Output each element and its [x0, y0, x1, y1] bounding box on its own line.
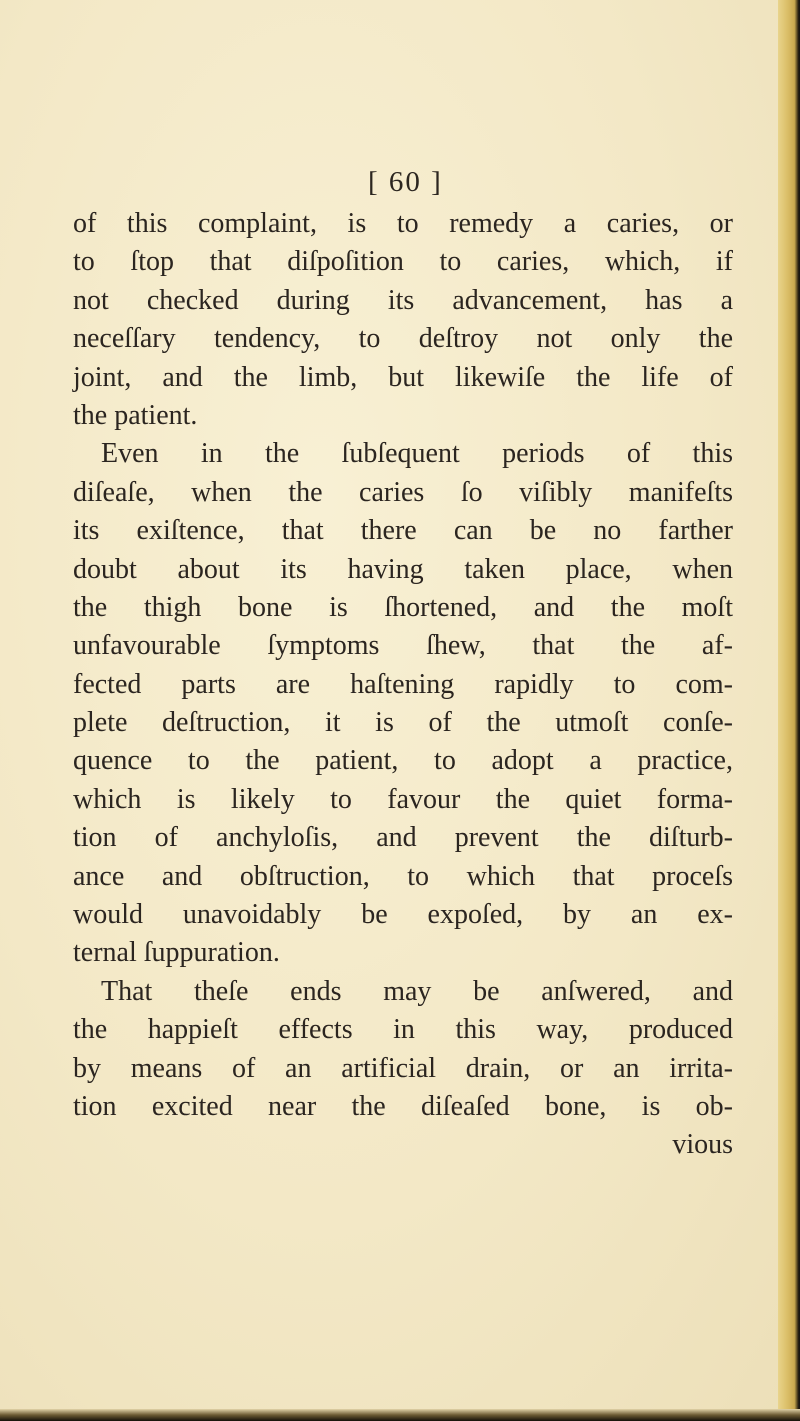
page-edge-right — [778, 0, 800, 1421]
text-line: quence to the patient, to adopt a practice, — [73, 745, 733, 777]
text-line: ance and obſtruction, to which that proceſs — [73, 860, 733, 892]
text-line: Even in the ſubſequent periods of this — [101, 438, 733, 470]
text-line: the thigh bone is ſhortened, and the moſt — [73, 591, 733, 623]
text-line: unfavourable ſymptoms ſhew, that the af- — [73, 630, 733, 662]
text-line: the happieſt effects in this way, produced — [73, 1014, 733, 1046]
text-line: its exiſtence, that there can be no farther — [73, 515, 733, 547]
text-line: fected parts are haſtening rapidly to com- — [73, 668, 733, 700]
page-edge-bottom — [0, 1409, 800, 1421]
text-line: to ſtop that diſpoſition to caries, which, if — [73, 246, 733, 278]
text-line: not checked during its advancement, has a — [73, 284, 733, 316]
text-line: tion excited near the diſeaſed bone, is ob- — [73, 1090, 733, 1122]
text-line: which is likely to favour the quiet forma- — [73, 783, 733, 815]
text-line: doubt about its having taken place, when — [73, 553, 733, 585]
text-line: That theſe ends may be anſwered, and — [101, 975, 733, 1007]
catchword: vious — [672, 1129, 733, 1161]
text-line: neceſſary tendency, to deſtroy not only the — [73, 323, 733, 355]
text-line: diſeaſe, when the caries ſo viſibly manifeſts — [73, 476, 733, 508]
page-number-header: [ 60 ] — [368, 166, 443, 198]
text-line: ternal ſuppuration. — [73, 937, 280, 969]
text-line: by means of an artificial drain, or an irrita- — [73, 1052, 733, 1084]
text-line: would unavoidably be expoſed, by an ex- — [73, 899, 733, 931]
text-line: of this complaint, is to remedy a caries, or — [73, 208, 733, 239]
body-text — [73, 205, 733, 1165]
text-line: the patient. — [73, 399, 198, 431]
text-line: plete deſtruction, it is of the utmoſt conſe- — [73, 707, 733, 739]
text-line: tion of anchyloſis, and prevent the diſturb- — [73, 822, 733, 854]
text-line: joint, and the limb, but likewiſe the life of — [73, 361, 733, 393]
